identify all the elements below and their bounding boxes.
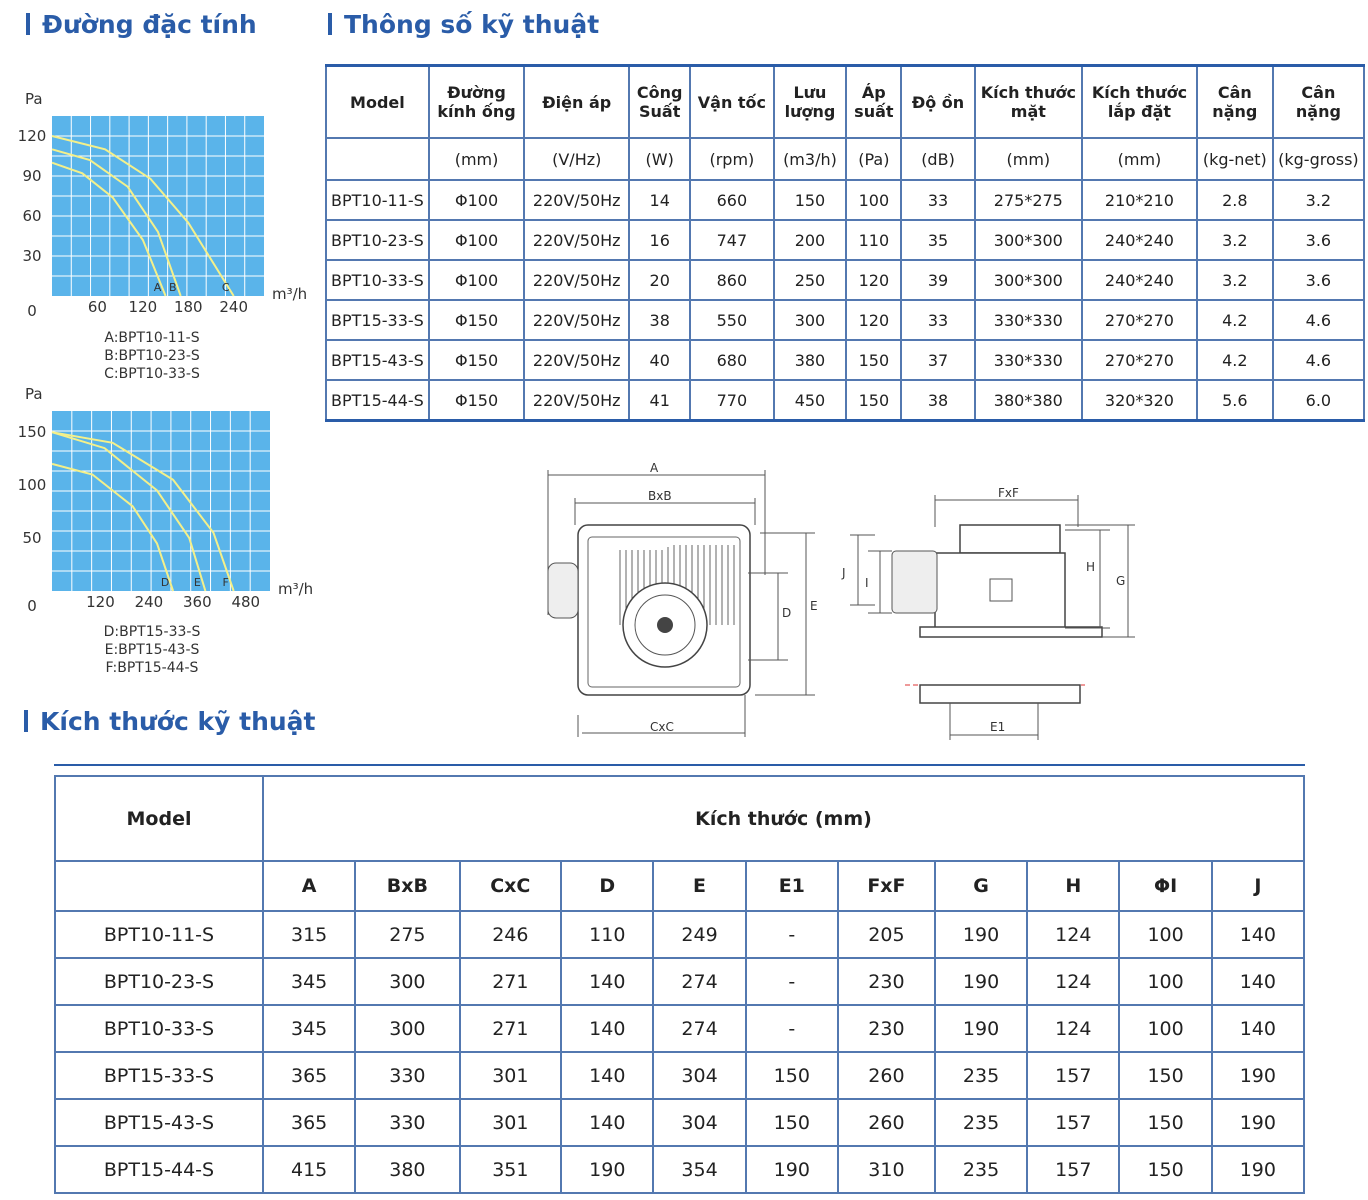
y-tick-label: 120: [17, 127, 47, 145]
y-tick-label: 30: [22, 247, 42, 265]
dim-cell: 140: [561, 1005, 653, 1052]
spec-header-cell: Cân nặng: [1197, 66, 1273, 139]
dim-column-header: CxC: [460, 861, 562, 911]
dim-cell: 157: [1027, 1099, 1119, 1146]
spec-cell: 5.6: [1197, 380, 1273, 421]
table-row: [55, 1146, 1304, 1193]
dim-cell: 230: [838, 958, 935, 1005]
spec-header-cell: Công Suất: [629, 66, 690, 139]
dim-model-header: Model: [55, 776, 263, 861]
spec-cell: 4.6: [1273, 340, 1364, 380]
spec-unit-cell: (mm): [975, 138, 1082, 180]
dim-cell: 315: [263, 911, 355, 958]
dim-cell: 100: [1119, 958, 1211, 1005]
spec-cell: 3.6: [1273, 220, 1364, 260]
dim-cell: 100: [1119, 911, 1211, 958]
legend-entry: C:BPT10-33-S: [104, 366, 200, 382]
spec-cell: 250: [774, 260, 847, 300]
spec-unit-cell: (Pa): [846, 138, 901, 180]
series-marker-b: B: [168, 281, 177, 294]
spec-cell: BPT10-23-S: [326, 220, 429, 260]
dim-cell: 190: [746, 1146, 838, 1193]
label-h: H: [1086, 560, 1096, 574]
x-axis-label: m³/h: [278, 580, 314, 598]
spec-cell: 330*330: [975, 340, 1082, 380]
table-row: [55, 1005, 1304, 1052]
dim-column-header: ΦI: [1119, 861, 1211, 911]
series-marker-a: A: [153, 281, 162, 294]
series-marker-c: C: [221, 281, 230, 294]
spec-cell: 40: [629, 340, 690, 380]
title-bar: [24, 710, 28, 732]
x-tick-label: 240: [219, 298, 249, 316]
spec-cell: 660: [690, 180, 773, 220]
x-tick-label: 60: [87, 298, 107, 316]
table-row: [55, 958, 1304, 1005]
dim-cell: 365: [263, 1052, 355, 1099]
spec-cell: 110: [846, 220, 901, 260]
dim-cell: 140: [561, 1099, 653, 1146]
spec-cell: 14: [629, 180, 690, 220]
spec-unit-cell: (mm): [1082, 138, 1197, 180]
dim-cell: BPT10-11-S: [55, 911, 263, 958]
spec-cell: 3.2: [1273, 180, 1364, 220]
dim-column-header: FxF: [838, 861, 935, 911]
legend-entry: F:BPT15-44-S: [105, 660, 199, 676]
y-tick-label: 0: [27, 597, 37, 615]
spec-cell: 300*300: [975, 220, 1082, 260]
front-view: [548, 461, 818, 737]
spec-cell: Φ150: [429, 380, 524, 421]
spec-cell: BPT10-11-S: [326, 180, 429, 220]
spec-cell: BPT15-43-S: [326, 340, 429, 380]
spec-cell: 4.6: [1273, 300, 1364, 340]
performance-chart-2: [0, 378, 320, 678]
dim-cell: 150: [746, 1099, 838, 1146]
spec-cell: 120: [846, 300, 901, 340]
curve-title-text: Đường đặc tính: [42, 10, 257, 39]
dim-cell: 304: [653, 1099, 745, 1146]
spec-cell: 330*330: [975, 300, 1082, 340]
spec-cell: BPT10-33-S: [326, 260, 429, 300]
spec-header-cell: Model: [326, 66, 429, 139]
label-d: D: [782, 606, 792, 620]
spec-cell: BPT15-44-S: [326, 380, 429, 421]
spec-cell: 320*320: [1082, 380, 1197, 421]
spec-section-title: [328, 10, 599, 39]
dim-column-header: E1: [746, 861, 838, 911]
spec-cell: 450: [774, 380, 847, 421]
spec-table: [325, 64, 1365, 422]
label-cxc: CxC: [650, 720, 674, 734]
dim-cell: 190: [561, 1146, 653, 1193]
series-marker-f: F: [222, 576, 229, 589]
legend-entry: D:BPT15-33-S: [103, 624, 201, 640]
label-e: E: [810, 599, 818, 613]
dim-cell: 230: [838, 1005, 935, 1052]
dim-cell: 140: [561, 1052, 653, 1099]
dim-column-header: H: [1027, 861, 1119, 911]
dim-group-header: Kích thước (mm): [263, 776, 1304, 861]
dim-cell: 345: [263, 1005, 355, 1052]
dim-cell: -: [746, 1005, 838, 1052]
spec-cell: 3.2: [1197, 220, 1273, 260]
legend-entry: B:BPT10-23-S: [104, 348, 200, 364]
spec-cell: 120: [846, 260, 901, 300]
dim-cell: BPT15-43-S: [55, 1099, 263, 1146]
spec-cell: 33: [901, 300, 974, 340]
dim-cell: 345: [263, 958, 355, 1005]
label-g: G: [1116, 574, 1126, 588]
spec-cell: 150: [774, 180, 847, 220]
spec-cell: 2.8: [1197, 180, 1273, 220]
dim-cell: 124: [1027, 1005, 1119, 1052]
dim-column-header: J: [1212, 861, 1304, 911]
x-tick-label: 120: [86, 593, 115, 611]
dim-top-rule: [54, 764, 1305, 766]
dim-cell: 274: [653, 958, 745, 1005]
side-view: [841, 486, 1135, 740]
spec-cell: 6.0: [1273, 380, 1364, 421]
dim-blank-cell: [55, 861, 263, 911]
spec-unit-cell: (m3/h): [774, 138, 847, 180]
dim-cell: 260: [838, 1052, 935, 1099]
dim-cell: 365: [263, 1099, 355, 1146]
spec-cell: 220V/50Hz: [524, 220, 629, 260]
dim-cell: 100: [1119, 1005, 1211, 1052]
spec-header-cell: Vận tốc: [690, 66, 773, 139]
y-tick-label: 90: [22, 167, 42, 185]
dim-cell: 190: [935, 911, 1027, 958]
dim-column-header: A: [263, 861, 355, 911]
spec-unit-cell: (rpm): [690, 138, 773, 180]
spec-cell: 380: [774, 340, 847, 380]
spec-cell: 240*240: [1082, 260, 1197, 300]
dim-cell: -: [746, 911, 838, 958]
legend-entry: E:BPT15-43-S: [104, 642, 200, 658]
spec-cell: 680: [690, 340, 773, 380]
dim-cell: BPT10-33-S: [55, 1005, 263, 1052]
dim-cell: 330: [355, 1052, 459, 1099]
spec-cell: 220V/50Hz: [524, 180, 629, 220]
y-tick-label: 60: [22, 207, 42, 225]
dim-section-title: [24, 707, 316, 736]
title-bar: [26, 13, 30, 35]
dim-cell: 140: [1212, 1005, 1304, 1052]
spec-cell: 4.2: [1197, 340, 1273, 380]
spec-cell: 220V/50Hz: [524, 340, 629, 380]
spec-unit-cell: [326, 138, 429, 180]
table-row: [55, 911, 1304, 958]
spec-cell: Φ100: [429, 180, 524, 220]
y-tick-label: 0: [27, 302, 37, 320]
y-tick-label: 100: [17, 476, 47, 495]
dim-cell: 300: [355, 1005, 459, 1052]
dim-cell: 235: [935, 1146, 1027, 1193]
spec-cell: 300: [774, 300, 847, 340]
spec-unit-cell: (kg-net): [1197, 138, 1273, 180]
dim-column-header: G: [935, 861, 1027, 911]
legend-entry: A:BPT10-11-S: [104, 330, 200, 346]
x-tick-label: 480: [231, 593, 261, 611]
spec-cell: 38: [629, 300, 690, 340]
spec-header-cell: Điện áp: [524, 66, 629, 139]
spec-unit-cell: (kg-gross): [1273, 138, 1364, 180]
spec-cell: 220V/50Hz: [524, 260, 629, 300]
spec-cell: 16: [629, 220, 690, 260]
table-row: [326, 380, 1364, 421]
spec-cell: 39: [901, 260, 974, 300]
label-i: I: [865, 576, 869, 590]
spec-cell: 37: [901, 340, 974, 380]
dim-cell: 150: [1119, 1099, 1211, 1146]
label-a: A: [650, 461, 659, 475]
spec-cell: 150: [846, 340, 901, 380]
spec-cell: 240*240: [1082, 220, 1197, 260]
series-marker-d: D: [160, 576, 170, 589]
spec-header-cell: Cân nặng: [1273, 66, 1364, 139]
spec-title-text: Thông số kỹ thuật: [344, 10, 600, 39]
spec-cell: 210*210: [1082, 180, 1197, 220]
dim-cell: 124: [1027, 911, 1119, 958]
table-row: [55, 1099, 1304, 1146]
x-tick-label: 240: [134, 593, 164, 611]
spec-cell: 550: [690, 300, 773, 340]
y-tick-label: 150: [17, 423, 47, 442]
dim-cell: 140: [1212, 911, 1304, 958]
spec-cell: Φ150: [429, 300, 524, 340]
dim-cell: 260: [838, 1099, 935, 1146]
dim-cell: 190: [1212, 1146, 1304, 1193]
spec-cell: 20: [629, 260, 690, 300]
spec-cell: 33: [901, 180, 974, 220]
spec-header-cell: Áp suất: [846, 66, 901, 139]
table-row: [326, 180, 1364, 220]
spec-unit-cell: (mm): [429, 138, 524, 180]
spec-cell: Φ100: [429, 220, 524, 260]
dim-cell: 157: [1027, 1052, 1119, 1099]
dim-cell: 157: [1027, 1146, 1119, 1193]
x-tick-label: 120: [128, 298, 158, 316]
dim-cell: 415: [263, 1146, 355, 1193]
dim-cell: 271: [460, 1005, 562, 1052]
y-axis-label: Pa: [25, 90, 43, 108]
dim-cell: 249: [653, 911, 745, 958]
label-e1: E1: [990, 720, 1006, 734]
spec-cell: Φ100: [429, 260, 524, 300]
spec-cell: 3.2: [1197, 260, 1273, 300]
spec-header-cell: Đường kính ống: [429, 66, 524, 139]
dim-cell: 354: [653, 1146, 745, 1193]
spec-cell: 200: [774, 220, 847, 260]
dim-cell: 310: [838, 1146, 935, 1193]
dim-cell: 351: [460, 1146, 562, 1193]
dim-cell: 380: [355, 1146, 459, 1193]
spec-header-cell: Kích thước mặt: [975, 66, 1082, 139]
dim-cell: 190: [935, 958, 1027, 1005]
y-tick-label: 50: [22, 529, 42, 548]
x-axis-label: m³/h: [272, 285, 308, 303]
spec-cell: 275*275: [975, 180, 1082, 220]
performance-chart-1: [0, 80, 320, 382]
spec-unit-cell: (W): [629, 138, 690, 180]
spec-header-cell: Độ ồn: [901, 66, 974, 139]
y-axis-label: Pa: [25, 385, 43, 403]
dim-cell: 140: [561, 958, 653, 1005]
table-row: [326, 260, 1364, 300]
x-tick-label: 180: [173, 298, 203, 316]
dim-cell: 330: [355, 1099, 459, 1146]
dim-title-text: Kích thước kỹ thuật: [40, 707, 316, 736]
table-row: [326, 300, 1364, 340]
spec-cell: 3.6: [1273, 260, 1364, 300]
spec-header-cell: Kích thước lắp đặt: [1082, 66, 1197, 139]
spec-cell: 300*300: [975, 260, 1082, 300]
spec-cell: 747: [690, 220, 773, 260]
dim-cell: 190: [935, 1005, 1027, 1052]
dim-cell: BPT15-44-S: [55, 1146, 263, 1193]
curve-section-title: [26, 10, 257, 39]
dim-cell: 246: [460, 911, 562, 958]
label-fxf: FxF: [998, 486, 1019, 500]
spec-header-cell: Lưu lượng: [774, 66, 847, 139]
spec-cell: 770: [690, 380, 773, 421]
spec-cell: 270*270: [1082, 300, 1197, 340]
spec-cell: 41: [629, 380, 690, 421]
dim-column-header: E: [653, 861, 745, 911]
spec-cell: 220V/50Hz: [524, 300, 629, 340]
spec-cell: 38: [901, 380, 974, 421]
dim-cell: 235: [935, 1052, 1027, 1099]
dim-cell: 190: [1212, 1099, 1304, 1146]
spec-cell: 35: [901, 220, 974, 260]
dim-cell: -: [746, 958, 838, 1005]
dim-cell: 150: [1119, 1146, 1211, 1193]
dim-cell: 274: [653, 1005, 745, 1052]
dim-cell: 275: [355, 911, 459, 958]
dim-cell: 304: [653, 1052, 745, 1099]
dim-table: [54, 775, 1305, 1194]
label-j: J: [842, 566, 846, 580]
dim-cell: 235: [935, 1099, 1027, 1146]
series-marker-e: E: [193, 576, 201, 589]
dim-cell: 124: [1027, 958, 1119, 1005]
title-bar: [328, 13, 332, 35]
dim-cell: 300: [355, 958, 459, 1005]
dim-cell: 271: [460, 958, 562, 1005]
dim-cell: 190: [1212, 1052, 1304, 1099]
dim-cell: BPT10-23-S: [55, 958, 263, 1005]
spec-cell: 860: [690, 260, 773, 300]
spec-cell: 270*270: [1082, 340, 1197, 380]
spec-cell: 100: [846, 180, 901, 220]
table-row: [326, 340, 1364, 380]
spec-cell: 380*380: [975, 380, 1082, 421]
dim-cell: 110: [561, 911, 653, 958]
spec-unit-cell: (dB): [901, 138, 974, 180]
table-row: [326, 220, 1364, 260]
dim-cell: 150: [746, 1052, 838, 1099]
spec-cell: 220V/50Hz: [524, 380, 629, 421]
dim-cell: 205: [838, 911, 935, 958]
spec-unit-cell: (V/Hz): [524, 138, 629, 180]
spec-cell: Φ150: [429, 340, 524, 380]
dim-cell: 150: [1119, 1052, 1211, 1099]
dim-column-header: D: [561, 861, 653, 911]
table-row: [55, 1052, 1304, 1099]
dim-cell: 301: [460, 1099, 562, 1146]
spec-cell: 4.2: [1197, 300, 1273, 340]
spec-cell: 150: [846, 380, 901, 421]
technical-drawing: [520, 455, 1160, 745]
spec-cell: BPT15-33-S: [326, 300, 429, 340]
label-bxb: BxB: [648, 489, 672, 503]
x-tick-label: 360: [183, 593, 212, 611]
dim-column-header: BxB: [355, 861, 459, 911]
dim-cell: 301: [460, 1052, 562, 1099]
dim-cell: BPT15-33-S: [55, 1052, 263, 1099]
dim-cell: 140: [1212, 958, 1304, 1005]
